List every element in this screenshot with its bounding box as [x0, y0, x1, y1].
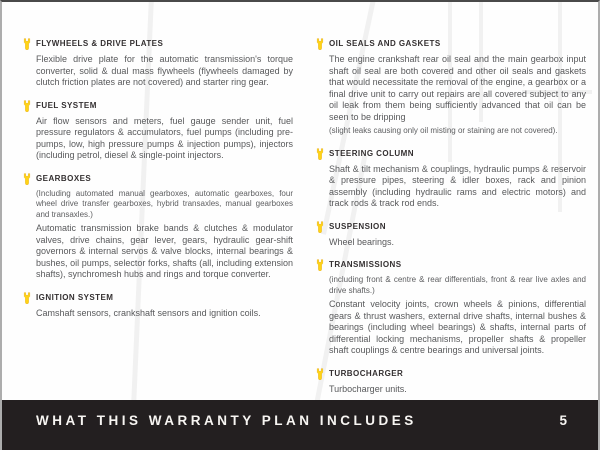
warranty-section — [22, 100, 293, 162]
spanner-icon — [22, 38, 31, 50]
section-paragraph: Automatic transmission brake bands & clutches & modulator valves, drive chains, gear lever, gears, hydraulic gear-shift governors & internal servos & valve blocks, internal bearings & bushes, oil pumps, selector forks, shafts (all, including extension shafts), synchromesh hubs and rings and torque converter. — [36, 223, 293, 279]
section-paragraph: Camshaft sensors, crankshaft sensors and ignition coils. — [36, 307, 261, 318]
section-header — [22, 38, 293, 50]
section-heading: TURBOCHARGER — [329, 368, 404, 378]
left-column — [22, 38, 293, 406]
warranty-section — [315, 148, 586, 210]
section-heading: FUEL SYSTEM — [36, 100, 97, 110]
section-note: (Including automated manual gearboxes, automatic gearboxes, four wheel drive transfer gearboxes, hybrid transaxles, manual gearboxes and transaxles.) — [36, 188, 293, 219]
section-note: (including front & centre & rear differentials, front & rear live axles and drive shafts.) — [329, 275, 586, 295]
section-paragraph: Air flow sensors and meters, fuel gauge sender unit, fuel pressure regulators & accumulators, fuel pumps (including pre-pumps, low, high pressure pumps & injection pumps), injectors (including petrol, diesel & single-point injectors. — [36, 115, 293, 160]
spanner-icon — [315, 368, 324, 380]
section-header — [22, 173, 293, 185]
section-header — [315, 368, 586, 380]
warranty-section — [315, 259, 586, 357]
warranty-section — [22, 292, 293, 320]
warranty-section — [315, 221, 586, 249]
footer-bar — [2, 400, 598, 450]
spanner-icon — [315, 259, 324, 271]
spanner-icon — [315, 221, 324, 233]
section-paragraph: Flexible drive plate for the automatic transmission's torque converter, solid & dual mass flywheels (flywheels damaged by clutch friction plates are not covered) and starter ring gear. — [36, 54, 293, 87]
section-paragraph: Constant velocity joints, crown wheels & pinions, differential gears & thrust washers, external drive shafts, internal bushes & bearings (including wheel bearings) & shafts, internal parts of differential locking mechanisms, propeller shafts & propeller shaft couplings & centre bearings and universal joints. — [329, 299, 586, 355]
section-heading: OIL SEALS AND GASKETS — [329, 39, 441, 48]
warranty-section — [22, 173, 293, 281]
section-heading: TRANSMISSIONS — [329, 260, 402, 269]
right-column — [315, 38, 586, 406]
section-paragraph: Wheel bearings. — [329, 236, 395, 247]
section-heading: STEERING COLUMN — [329, 148, 414, 158]
section-heading: GEARBOXES — [36, 173, 92, 183]
spanner-icon — [22, 292, 31, 304]
page-content — [22, 38, 586, 406]
section-header — [22, 292, 293, 304]
section-header — [315, 221, 586, 233]
spanner-icon — [22, 100, 31, 112]
section-heading: SUSPENSION — [329, 221, 386, 231]
section-header — [315, 38, 586, 50]
warranty-section — [315, 38, 586, 137]
warranty-section — [315, 368, 586, 396]
spanner-icon — [315, 148, 324, 160]
section-header — [22, 100, 293, 112]
section-header — [315, 148, 586, 160]
spanner-icon — [315, 38, 324, 50]
section-paragraph: Turbocharger units. — [329, 383, 407, 394]
section-heading: IGNITION SYSTEM — [36, 292, 114, 302]
page-number: 5 — [559, 412, 568, 428]
spanner-icon — [22, 173, 31, 185]
section-header — [315, 259, 586, 271]
warranty-section — [22, 38, 293, 89]
section-paragraph: The engine crankshaft rear oil seal and the main gearbox input shaft oil seal are both covered and other oil seals and gaskets that would necessitate the removal of the engine, a gearbox or a final drive unit to carry out repairs are all covered subject to any oil leak from them being sufficiently advanced that oil can be seen to be dripping — [329, 54, 586, 122]
section-paragraph: Shaft & tilt mechanism & couplings, hydraulic pumps & reservoir & pressure pipes, steering & idler boxes, rack and pinion assembly (including hydraulic rams and electric motors) and track rods & track rod ends. — [329, 163, 586, 208]
footer-title: WHAT THIS WARRANTY PLAN INCLUDES — [36, 412, 417, 428]
section-note: (slight leaks causing only oil misting or staining are not covered). — [329, 126, 558, 135]
section-heading: FLYWHEELS & DRIVE PLATES — [36, 39, 164, 48]
